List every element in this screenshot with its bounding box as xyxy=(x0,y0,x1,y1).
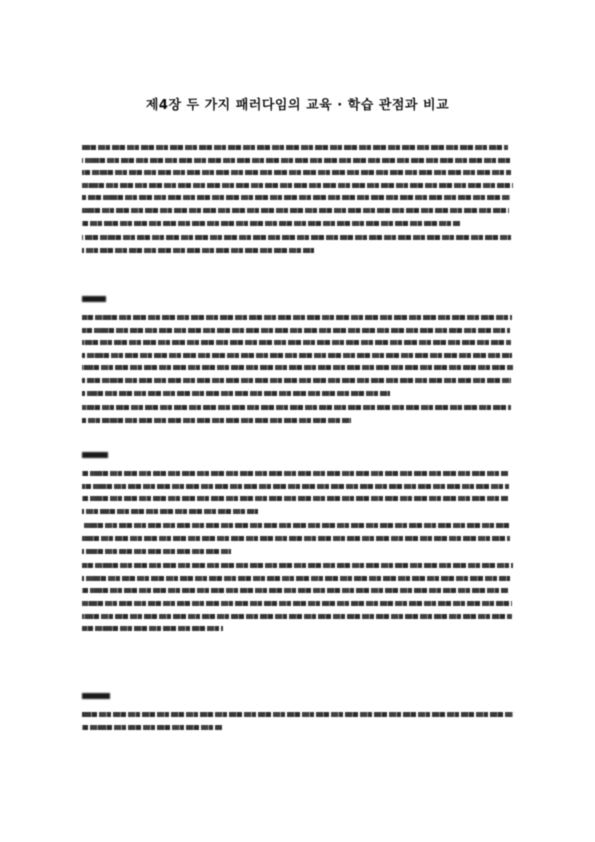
paragraph xyxy=(82,709,513,734)
text-line xyxy=(82,415,513,428)
text-line-ink xyxy=(82,170,511,175)
text-line xyxy=(82,560,513,573)
text-line xyxy=(82,167,513,180)
text-line-ink xyxy=(82,328,510,333)
text-line-ink xyxy=(82,353,512,358)
text-line-ink xyxy=(82,563,513,568)
paragraph xyxy=(82,312,513,400)
text-line xyxy=(82,325,513,338)
text-line-ink xyxy=(82,496,508,501)
section-heading xyxy=(82,294,135,306)
text-line xyxy=(82,722,513,735)
text-line-ink xyxy=(82,340,511,345)
text-line xyxy=(82,205,513,218)
text-line-ink xyxy=(82,549,231,554)
paragraph xyxy=(82,232,513,257)
text-line xyxy=(82,142,513,155)
text-line-ink xyxy=(82,315,512,320)
section-heading-ink xyxy=(82,452,108,458)
text-line xyxy=(82,546,513,559)
text-line-ink xyxy=(82,221,460,226)
paragraph xyxy=(82,560,513,636)
text-line-ink xyxy=(82,576,510,581)
text-line-ink xyxy=(82,158,510,163)
text-line xyxy=(82,218,513,231)
paragraph xyxy=(82,142,513,230)
text-line-ink xyxy=(82,183,513,188)
text-line xyxy=(82,533,513,546)
text-line-ink xyxy=(82,195,510,200)
text-line-ink xyxy=(82,614,512,619)
text-line xyxy=(82,611,513,624)
section-heading xyxy=(82,691,140,703)
text-line-ink xyxy=(82,484,509,489)
text-line xyxy=(82,388,513,401)
text-line-ink xyxy=(82,471,508,476)
text-line-ink xyxy=(82,601,512,606)
text-line-ink xyxy=(82,391,390,396)
text-line xyxy=(82,520,513,533)
text-line-ink xyxy=(82,725,222,730)
paragraph xyxy=(82,520,513,558)
text-line-ink xyxy=(82,145,508,150)
paragraph xyxy=(82,402,513,427)
section-heading xyxy=(82,450,138,462)
text-line xyxy=(82,192,513,205)
text-line xyxy=(82,573,513,586)
text-line xyxy=(82,468,513,481)
text-line-ink xyxy=(82,626,223,631)
text-line xyxy=(82,375,513,388)
text-line xyxy=(82,245,513,258)
section-heading-ink xyxy=(82,693,110,699)
text-line-ink xyxy=(82,405,511,410)
text-line xyxy=(82,337,513,350)
text-line xyxy=(82,232,513,245)
text-line-ink xyxy=(82,248,314,253)
text-line-ink xyxy=(82,365,513,370)
text-line xyxy=(82,585,513,598)
text-line-ink xyxy=(82,509,258,514)
text-line xyxy=(82,598,513,611)
document-title: 제4장 두 가지 패러다임의 교육 · 학습 관점과 비교 xyxy=(145,98,450,113)
text-line xyxy=(82,481,513,494)
text-line-ink xyxy=(82,712,513,717)
text-line xyxy=(82,506,513,519)
text-line-ink xyxy=(82,418,351,423)
paragraph xyxy=(82,468,513,518)
text-line-ink xyxy=(82,208,509,213)
text-line-ink xyxy=(82,536,510,541)
section-heading-ink xyxy=(82,296,106,302)
text-line-ink xyxy=(82,588,508,593)
text-line-ink xyxy=(82,378,511,383)
text-line xyxy=(82,180,513,193)
text-line xyxy=(82,402,513,415)
text-line xyxy=(82,709,513,722)
text-line-ink xyxy=(82,235,511,240)
text-line xyxy=(82,312,513,325)
text-line xyxy=(82,623,513,636)
text-line xyxy=(82,350,513,363)
text-line xyxy=(82,493,513,506)
text-line xyxy=(82,362,513,375)
text-line xyxy=(82,155,513,168)
text-line-ink xyxy=(82,523,509,528)
